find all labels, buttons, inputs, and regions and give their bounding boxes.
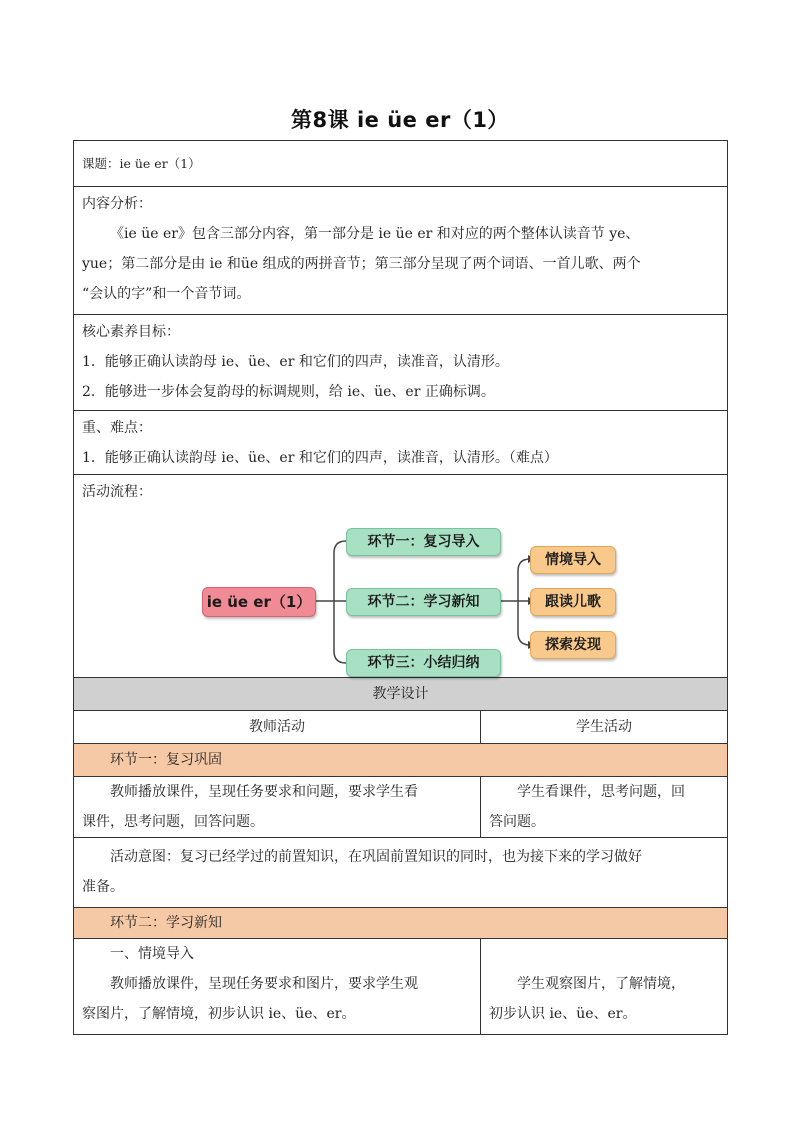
section1-student-line2: 答问题。	[489, 814, 545, 830]
section2-teacher-line2: 察图片，了解情境，初步认识 ie、üe、er。	[82, 1006, 356, 1022]
student-col-label: 学生活动	[576, 719, 632, 735]
flow-stage-2: 环节二：学习新知	[346, 588, 501, 616]
activity-flow-heading: 活动流程：	[82, 484, 152, 500]
section1-teacher-line2: 课件，思考问题，回答问题。	[82, 814, 264, 830]
section1-intent-cell	[74, 838, 728, 908]
content-analysis-line3: “会认的字”和一个音节词。	[82, 286, 251, 302]
section1-teacher-cell	[74, 777, 481, 838]
key-points-heading: 重、难点：	[82, 420, 152, 436]
section1-intent-line2: 准备。	[82, 879, 124, 895]
section2-student-cell	[481, 939, 728, 1035]
flow-stage-3: 环节三：小结归纳	[346, 649, 501, 677]
section2-student-line2: 初步认识 ie、üe、er。	[489, 1006, 637, 1022]
teacher-col-label: 教师活动	[249, 719, 305, 735]
section2-teacher-line1: 教师播放课件，呈现任务要求和图片，要求学生观	[110, 976, 418, 992]
section1-student-cell	[481, 777, 728, 838]
key-points-cell	[74, 411, 728, 475]
design-header: 教学设计	[372, 686, 429, 702]
flow-substep-1: 情境导入	[530, 546, 616, 574]
design-header-cell	[74, 678, 728, 711]
section1-intent-line1: 活动意图：复习已经学过的前置知识，在巩固前置知识的同时，也为接下来的学习做好	[110, 849, 642, 865]
flow-diagram	[82, 507, 719, 677]
section2-student-line1: 学生观察图片，了解情境，	[517, 976, 685, 992]
section1-title: 环节一：复习巩固	[110, 752, 222, 768]
content-analysis-line1: 《ie üe er》包含三部分内容，第一部分是 ie üe er 和对应的两个整体认读音节 ye、	[110, 226, 640, 242]
content-analysis-line2: yue；第二部分是由 ie 和üe 组成的两拼音节；第三部分呈现了两个词语、一首儿歌、两个	[82, 256, 641, 272]
page-title: 第8课 ie üe er（1）	[291, 108, 509, 132]
flow-root-node: ie üe er（1）	[202, 587, 316, 617]
lesson-plan-table	[73, 140, 728, 1035]
core-goals-heading: 核心素养目标：	[82, 324, 180, 340]
topic-text: 课题：ie üe er（1）	[82, 156, 201, 171]
core-goal-item: 2．能够进一步体会复韵母的标调规则，给 ie、üe、er 正确标调。	[82, 384, 495, 400]
section1-teacher-line1: 教师播放课件，呈现任务要求和问题，要求学生看	[110, 784, 418, 800]
core-goals-cell	[74, 315, 728, 411]
core-goal-item: 1．能够正确认读韵母 ie、üe、er 和它们的四声，读准音，认清形。	[82, 354, 509, 370]
student-col-header	[481, 711, 728, 744]
teacher-col-header	[74, 711, 481, 744]
content-analysis-heading: 内容分析：	[82, 196, 152, 212]
flow-stage-1: 环节一：复习导入	[346, 528, 501, 556]
content-analysis-cell	[74, 187, 728, 315]
key-point-item: 1．能够正确认读韵母 ie、üe、er 和它们的四声，读准音，认清形。（难点）	[82, 450, 558, 466]
topic-cell	[74, 141, 728, 187]
section2-subheading: 一、情境导入	[110, 946, 194, 962]
section2-teacher-cell	[74, 939, 481, 1035]
section1-header-cell	[74, 744, 728, 777]
flow-substep-2: 跟读儿歌	[530, 588, 616, 616]
activity-flow-cell	[74, 475, 728, 678]
section1-student-line1: 学生看课件，思考问题，回	[517, 784, 685, 800]
section2-title: 环节二：学习新知	[110, 915, 222, 931]
section2-header-cell	[74, 908, 728, 939]
flow-substep-3: 探索发现	[530, 631, 616, 659]
